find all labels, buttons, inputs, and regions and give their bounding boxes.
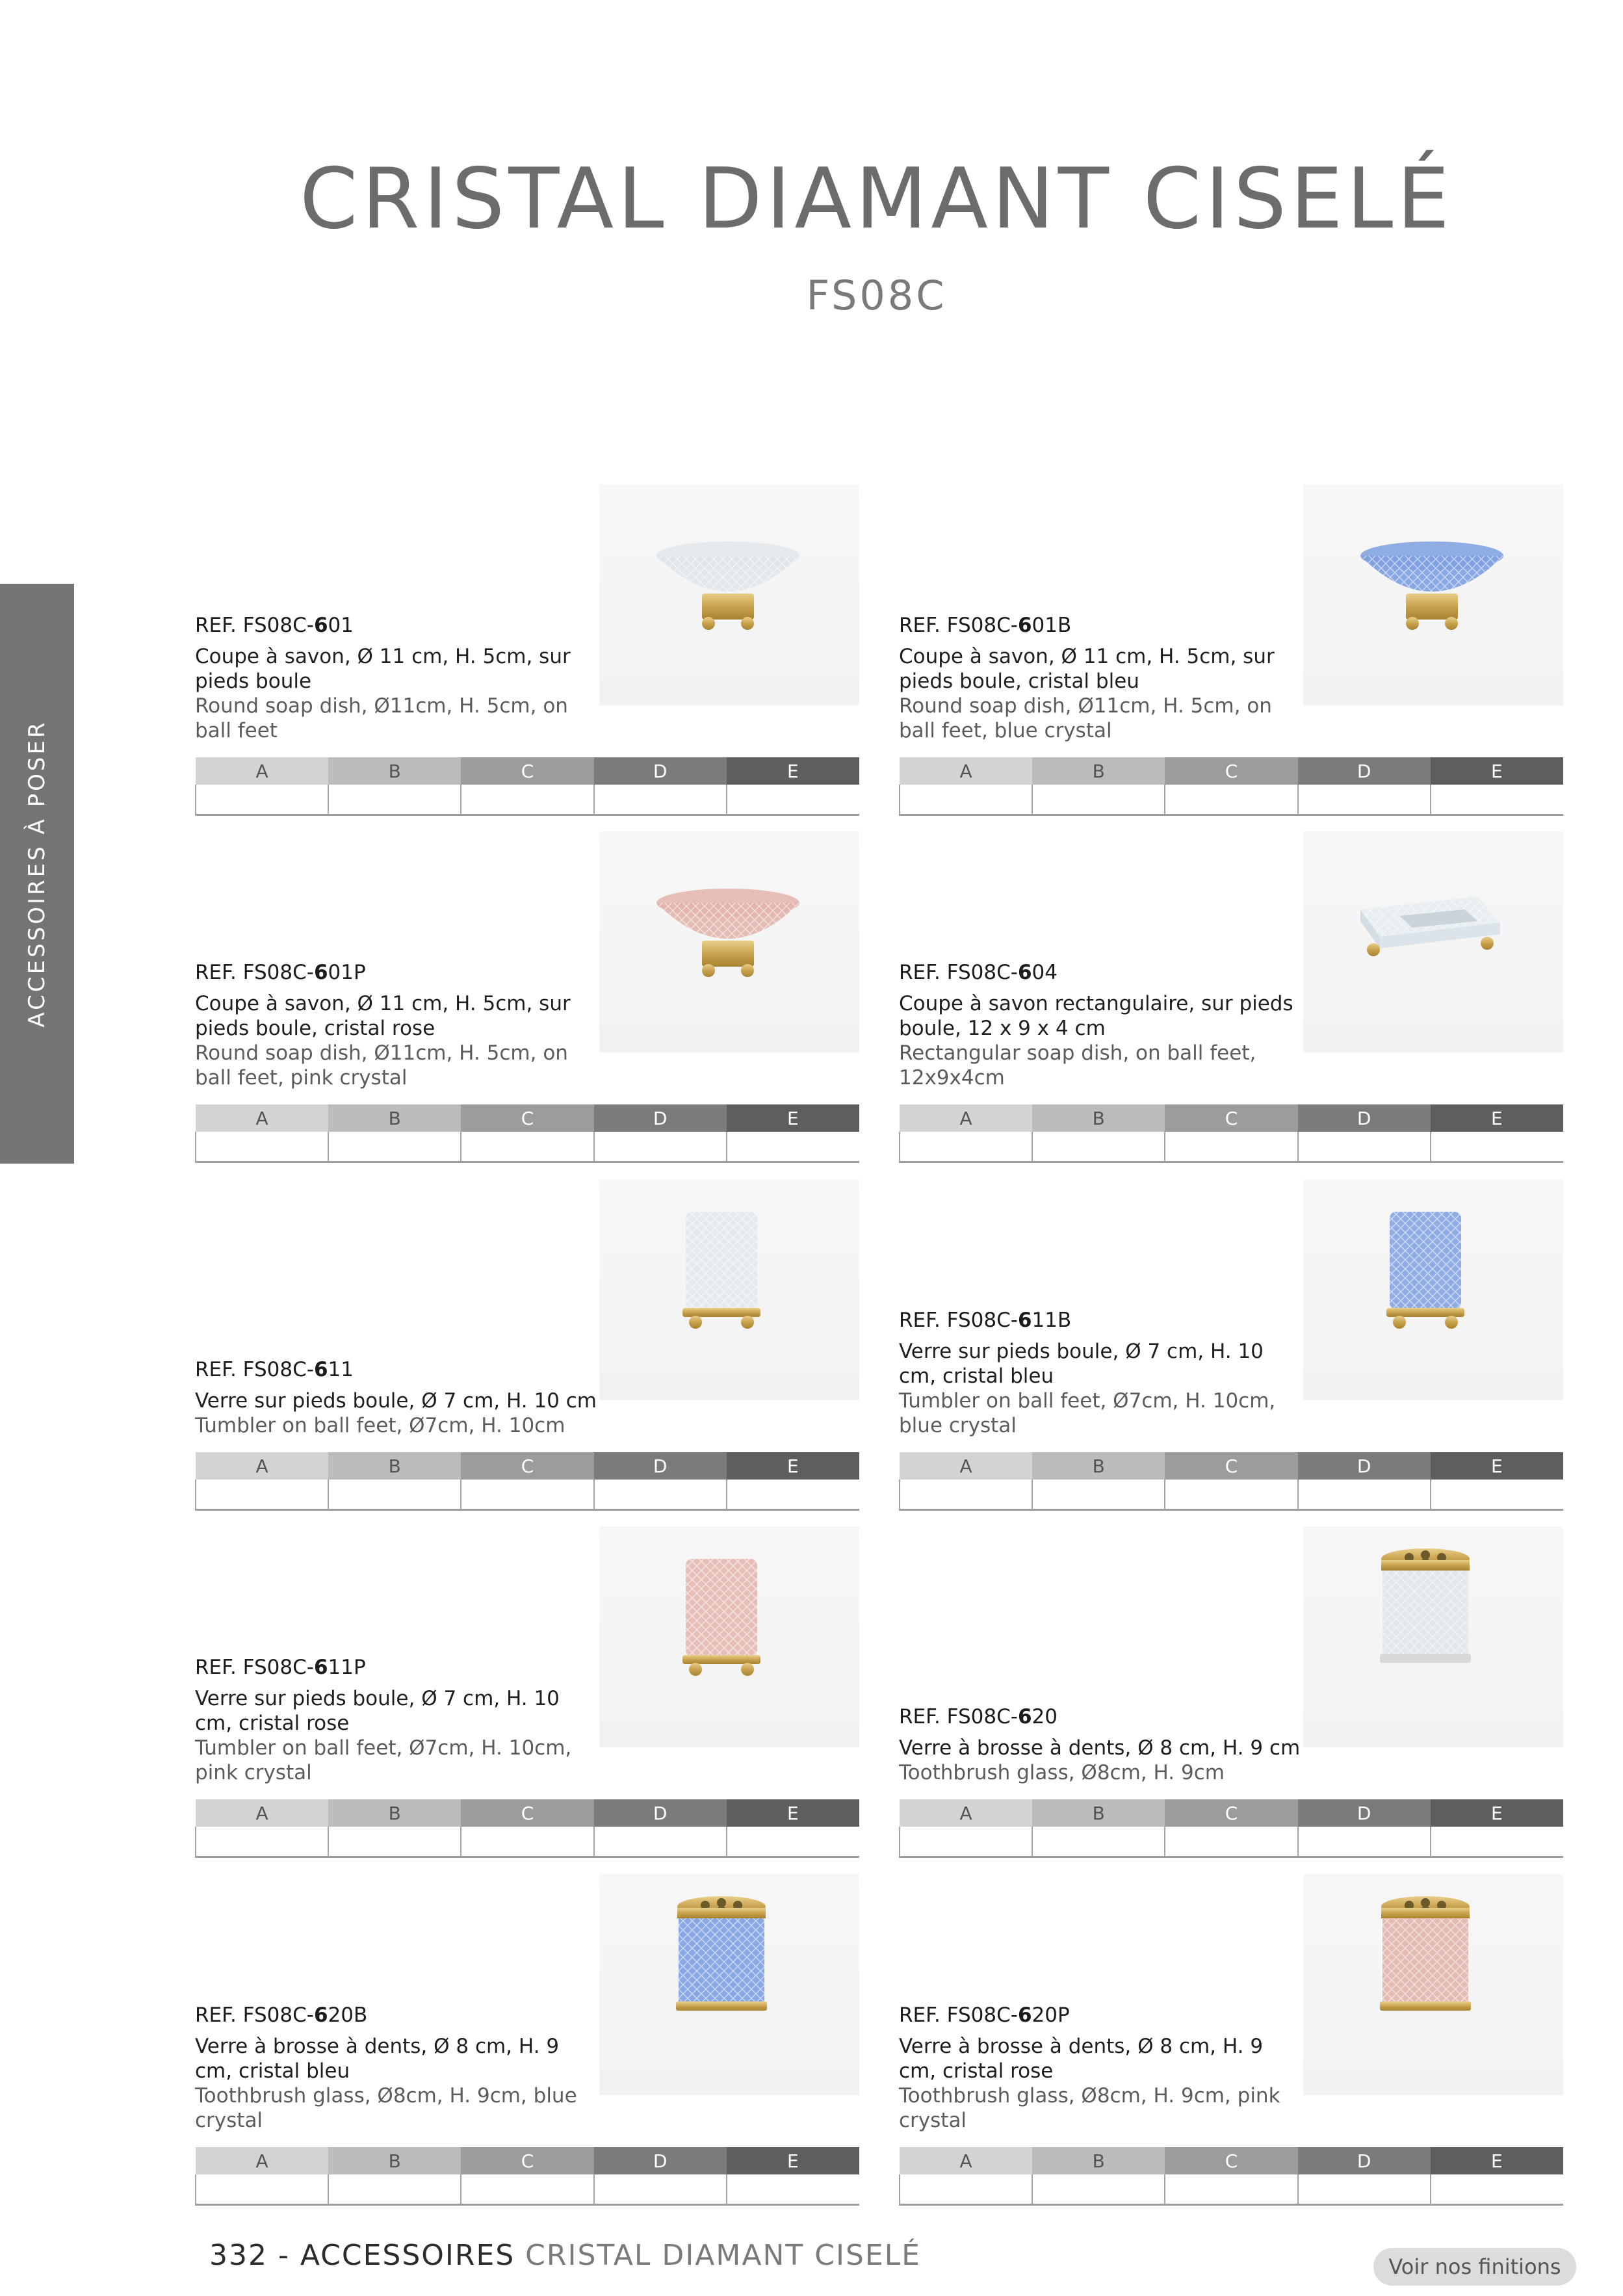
finish-cell[interactable]: [328, 1480, 461, 1509]
page-footer: [209, 2239, 921, 2272]
product-description-en: Toothbrush glass, Ø8cm, H. 9cm, pink crystal: [899, 2084, 1280, 2132]
product-description-en: Tumbler on ball feet, Ø7cm, H. 10cm, pink crystal: [195, 1736, 572, 1784]
finish-table: [899, 1104, 1563, 1163]
product-card: [195, 1650, 859, 1858]
product-card: [195, 1303, 859, 1511]
finish-cell[interactable]: [1431, 1132, 1563, 1162]
product-reference: REF. FS08C-611B: [899, 1309, 1072, 1332]
finish-cell[interactable]: [1298, 1480, 1431, 1509]
finish-col-header: B: [1032, 1104, 1165, 1132]
product-description-fr: Coupe à savon, Ø 11 cm, H. 5cm, sur pieds boule: [195, 645, 571, 693]
finish-cell[interactable]: [196, 2174, 328, 2204]
finish-cell[interactable]: [328, 2174, 461, 2204]
side-category-tab[interactable]: [0, 584, 74, 1164]
see-finishes-button[interactable]: Voir nos finitions: [1373, 2248, 1576, 2286]
product-description-fr: Coupe à savon, Ø 11 cm, H. 5cm, sur pieds boule, cristal bleu: [899, 645, 1275, 693]
product-reference: REF. FS08C-620P: [899, 2003, 1070, 2027]
finish-col-header: C: [461, 1104, 593, 1132]
product-card: [195, 955, 859, 1163]
finish-col-header: E: [727, 1452, 859, 1480]
finish-cell[interactable]: [1165, 785, 1297, 815]
product-texts: [195, 1655, 598, 1785]
finish-col-header: A: [196, 1104, 328, 1132]
finish-col-header: D: [1298, 1452, 1431, 1480]
product-description-en: Tumbler on ball feet, Ø7cm, H. 10cm, blue crystal: [899, 1389, 1276, 1437]
finish-cell[interactable]: [196, 785, 328, 815]
finish-cell[interactable]: [1165, 1132, 1297, 1162]
tumbler-image: [1373, 1205, 1477, 1338]
finish-cell[interactable]: [196, 1827, 328, 1857]
finish-cell[interactable]: [461, 1132, 593, 1162]
product-texts: [899, 2003, 1302, 2133]
side-category-label: ACCESSOIRES À POSER: [24, 720, 50, 1028]
finish-cell[interactable]: [1032, 1132, 1165, 1162]
finish-cell[interactable]: [594, 785, 727, 815]
finish-col-header: C: [1165, 1452, 1297, 1480]
finish-col-header: A: [196, 1799, 328, 1827]
finish-col-header: B: [328, 1452, 461, 1480]
product-card: [195, 1998, 859, 2206]
finish-table: [195, 2147, 859, 2206]
finish-cell[interactable]: [727, 1480, 859, 1509]
product-reference: REF. FS08C-620B: [195, 2003, 368, 2027]
finish-cell[interactable]: [727, 1827, 859, 1857]
finish-table: [195, 1452, 859, 1511]
finish-col-header: D: [1298, 1104, 1431, 1132]
tumbler-image: [669, 1552, 773, 1685]
finish-col-header: B: [328, 757, 461, 785]
soap-dish-image: [650, 883, 806, 990]
product-texts: [899, 960, 1302, 1090]
finish-col-header: A: [900, 757, 1032, 785]
product-description-en: Tumbler on ball feet, Ø7cm, H. 10cm: [195, 1414, 565, 1437]
finish-col-header: E: [727, 1799, 859, 1827]
finish-cell[interactable]: [1298, 1132, 1431, 1162]
finish-col-header: D: [594, 1452, 727, 1480]
product-reference: REF. FS08C-620: [899, 1705, 1058, 1729]
finish-cell[interactable]: [594, 1480, 727, 1509]
tumbler-image: [669, 1205, 773, 1338]
finish-col-header: E: [1431, 757, 1563, 785]
finish-col-header: A: [900, 1452, 1032, 1480]
product-texts: [195, 1357, 598, 1438]
finish-table: [899, 757, 1563, 816]
product-texts: [899, 1308, 1302, 1438]
footer-section: ACCESSOIRES: [300, 2239, 515, 2272]
finish-col-header: D: [1298, 757, 1431, 785]
soap-dish-image: [650, 536, 806, 643]
product-reference: REF. FS08C-601B: [899, 614, 1072, 637]
product-card: [195, 608, 859, 816]
product-card: [899, 1998, 1563, 2206]
footer-subsection: CRISTAL DIAMANT CISELÉ: [515, 2239, 921, 2272]
product-description-fr: Verre sur pieds boule, Ø 7 cm, H. 10 cm: [195, 1389, 597, 1413]
product-reference: REF. FS08C-601P: [195, 961, 366, 984]
finish-col-header: E: [1431, 1104, 1563, 1132]
toothbrush-glass-image: [1373, 1894, 1477, 2026]
finish-cell[interactable]: [594, 1132, 727, 1162]
product-card: [899, 1303, 1563, 1511]
finish-cell[interactable]: [1032, 785, 1165, 815]
finish-col-header: E: [1431, 1799, 1563, 1827]
product-texts: [195, 613, 598, 743]
finish-col-header: A: [196, 1452, 328, 1480]
finish-cell[interactable]: [900, 2174, 1032, 2204]
product-description-en: Round soap dish, Ø11cm, H. 5cm, on ball feet, blue crystal: [899, 694, 1272, 742]
toothbrush-glass-image: [669, 1894, 773, 2026]
finish-col-header: C: [1165, 1104, 1297, 1132]
finish-col-header: A: [900, 1799, 1032, 1827]
finish-col-header: B: [1032, 1452, 1165, 1480]
finish-cell[interactable]: [1431, 1480, 1563, 1509]
finish-cell[interactable]: [1431, 2174, 1563, 2204]
finish-col-header: D: [594, 1799, 727, 1827]
finish-cell[interactable]: [1032, 1827, 1165, 1857]
finish-cell[interactable]: [727, 785, 859, 815]
finish-col-header: A: [196, 2147, 328, 2174]
finish-cell[interactable]: [328, 785, 461, 815]
finish-col-header: E: [1431, 1452, 1563, 1480]
product-description-en: Round soap dish, Ø11cm, H. 5cm, on ball feet: [195, 694, 568, 742]
finish-col-header: E: [727, 1104, 859, 1132]
finish-col-header: B: [1032, 1799, 1165, 1827]
product-description-fr: Verre à brosse à dents, Ø 8 cm, H. 9 cm, cristal rose: [899, 2035, 1264, 2083]
finish-cell[interactable]: [727, 1132, 859, 1162]
finish-cell[interactable]: [900, 1132, 1032, 1162]
finish-cell[interactable]: [900, 1827, 1032, 1857]
product-description-fr: Verre sur pieds boule, Ø 7 cm, H. 10 cm, cristal bleu: [899, 1340, 1264, 1388]
product-texts: [899, 1704, 1302, 1785]
soap-dish-image: [1354, 536, 1510, 643]
finish-col-header: C: [1165, 2147, 1297, 2174]
finish-cell[interactable]: [461, 1480, 593, 1509]
finish-cell[interactable]: [727, 2174, 859, 2204]
finish-col-header: C: [461, 2147, 593, 2174]
finish-table: [195, 1104, 859, 1163]
finish-cell[interactable]: [1032, 2174, 1165, 2204]
finish-col-header: A: [900, 2147, 1032, 2174]
product-reference: REF. FS08C-601: [195, 614, 354, 637]
finish-cell[interactable]: [594, 2174, 727, 2204]
finish-col-header: A: [196, 757, 328, 785]
finish-table: [899, 1799, 1563, 1858]
finish-col-header: C: [461, 1799, 593, 1827]
finish-cell[interactable]: [1165, 1827, 1297, 1857]
finish-table: [899, 1452, 1563, 1511]
finish-cell[interactable]: [328, 1132, 461, 1162]
product-description-en: Toothbrush glass, Ø8cm, H. 9cm, blue crystal: [195, 2084, 577, 2132]
finish-cell[interactable]: [1298, 1827, 1431, 1857]
finish-table: [195, 757, 859, 816]
finish-cell[interactable]: [1431, 1827, 1563, 1857]
finish-col-header: E: [1431, 2147, 1563, 2174]
finish-col-header: B: [1032, 2147, 1165, 2174]
product-reference: REF. FS08C-611: [195, 1358, 354, 1381]
product-card: [899, 608, 1563, 816]
finish-table: [899, 2147, 1563, 2206]
finish-cell[interactable]: [1032, 1480, 1165, 1509]
product-description-fr: Coupe à savon, Ø 11 cm, H. 5cm, sur pieds boule, cristal rose: [195, 992, 571, 1040]
product-texts: [195, 2003, 598, 2133]
footer-separator: -: [267, 2239, 300, 2272]
finish-col-header: B: [328, 1104, 461, 1132]
finish-cell[interactable]: [1431, 785, 1563, 815]
product-reference: REF. FS08C-604: [899, 961, 1058, 984]
finish-col-header: D: [1298, 1799, 1431, 1827]
finish-col-header: C: [461, 757, 593, 785]
finish-col-header: C: [1165, 1799, 1297, 1827]
product-description-fr: Verre à brosse à dents, Ø 8 cm, H. 9 cm, cristal bleu: [195, 2035, 560, 2083]
finish-col-header: B: [328, 1799, 461, 1827]
finish-cell[interactable]: [900, 1480, 1032, 1509]
product-description-fr: Verre à brosse à dents, Ø 8 cm, H. 9 cm: [899, 1736, 1301, 1760]
product-texts: [195, 960, 598, 1090]
finish-table: [195, 1799, 859, 1858]
finish-col-header: C: [461, 1452, 593, 1480]
product-description-fr: Verre sur pieds boule, Ø 7 cm, H. 10 cm, cristal rose: [195, 1687, 560, 1735]
page-title: CRISTAL DIAMANT CISELÉ: [299, 151, 1454, 248]
finish-cell[interactable]: [461, 2174, 593, 2204]
finish-col-header: D: [594, 1104, 727, 1132]
finish-col-header: B: [1032, 757, 1165, 785]
product-description-en: Toothbrush glass, Ø8cm, H. 9cm: [899, 1761, 1225, 1784]
finish-cell[interactable]: [900, 785, 1032, 815]
finish-cell[interactable]: [1298, 2174, 1431, 2204]
finish-cell[interactable]: [1165, 1480, 1297, 1509]
finish-col-header: D: [594, 757, 727, 785]
product-card: [899, 1650, 1563, 1858]
product-description-en: Rectangular soap dish, on ball feet, 12x9x4cm: [899, 1041, 1256, 1089]
finish-cell[interactable]: [461, 1827, 593, 1857]
product-card: [899, 955, 1563, 1163]
finish-col-header: E: [727, 757, 859, 785]
finish-col-header: D: [1298, 2147, 1431, 2174]
collection-code: FS08C: [806, 272, 947, 319]
product-description-en: Round soap dish, Ø11cm, H. 5cm, on ball feet, pink crystal: [195, 1041, 568, 1089]
finish-cell[interactable]: [1165, 2174, 1297, 2204]
product-texts: [899, 613, 1302, 743]
finish-cell[interactable]: [196, 1480, 328, 1509]
finish-cell[interactable]: [461, 785, 593, 815]
finish-cell[interactable]: [594, 1827, 727, 1857]
product-description-fr: Coupe à savon rectangulaire, sur pieds boule, 12 x 9 x 4 cm: [899, 992, 1293, 1040]
finish-cell[interactable]: [328, 1827, 461, 1857]
finish-col-header: B: [328, 2147, 461, 2174]
finish-cell[interactable]: [1298, 785, 1431, 815]
page-number: 332: [209, 2239, 268, 2272]
finish-col-header: A: [900, 1104, 1032, 1132]
finish-col-header: D: [594, 2147, 727, 2174]
toothbrush-glass-image: [1373, 1546, 1477, 1678]
soap-dish-image: [1347, 883, 1503, 990]
finish-col-header: E: [727, 2147, 859, 2174]
finish-col-header: C: [1165, 757, 1297, 785]
finish-cell[interactable]: [196, 1132, 328, 1162]
product-reference: REF. FS08C-611P: [195, 1656, 366, 1679]
